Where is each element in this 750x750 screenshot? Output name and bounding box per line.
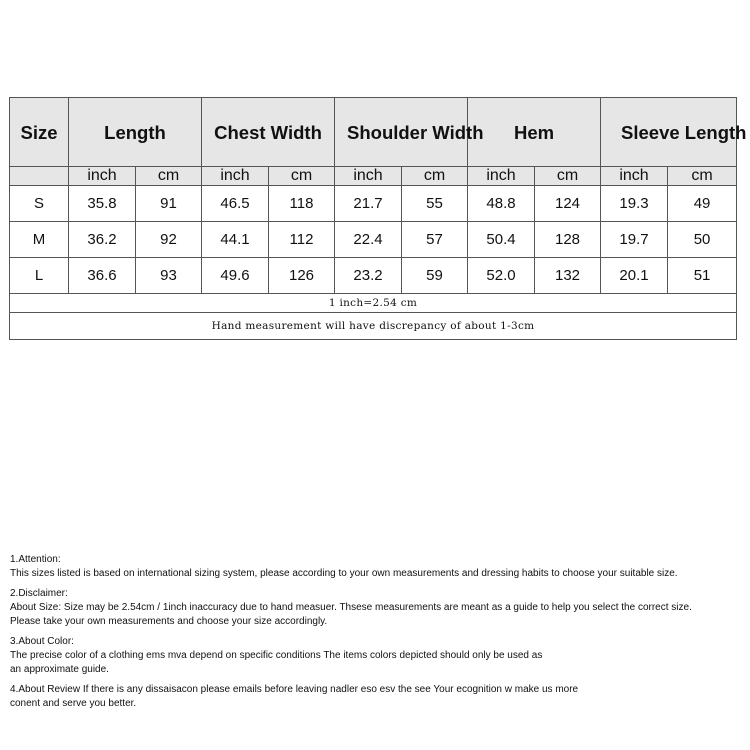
note-title: 1.Attention: (10, 554, 61, 565)
size-chart-table (9, 97, 747, 340)
size-cell: M (10, 222, 69, 258)
unit-label: cm (535, 167, 601, 186)
measurement-cell: 20.1 (601, 258, 668, 294)
table-row (10, 258, 737, 294)
note-line: conent and serve you better. (10, 698, 137, 709)
measurement-cell: 46.5 (202, 186, 269, 222)
review-note (10, 683, 745, 711)
measurement-cell: 124 (535, 186, 601, 222)
size-header: Size (10, 98, 69, 167)
measurement-cell: 44.1 (202, 222, 269, 258)
unit-label: inch (202, 167, 269, 186)
note-title: 3.About Color: (10, 636, 74, 647)
measurement-cell: 49.6 (202, 258, 269, 294)
unit-label: inch (335, 167, 402, 186)
measurement-cell: 55 (402, 186, 468, 222)
measurement-cell: 57 (402, 222, 468, 258)
disclaimer-note (10, 587, 745, 629)
conversion-note: 1 inch=2.54 cm (10, 294, 737, 313)
table-row (10, 222, 737, 258)
unit-label: inch (601, 167, 668, 186)
measurement-cell: 128 (535, 222, 601, 258)
measurement-cell: 22.4 (335, 222, 402, 258)
notes-section (10, 553, 745, 717)
measurement-cell: 36.2 (69, 222, 136, 258)
measurement-cell: 49 (668, 186, 737, 222)
conversion-row (10, 294, 737, 313)
note-line: This sizes listed is based on international sizing system, please according to your own measurements and dressing habits to choose your suitable size. (10, 568, 678, 579)
note-title: 2.Disclaimer: (10, 588, 68, 599)
measurement-cell: 36.6 (69, 258, 136, 294)
unit-label: cm (668, 167, 737, 186)
hem-header: Hem (468, 98, 601, 167)
discrepancy-row (10, 313, 737, 340)
size-cell: L (10, 258, 69, 294)
note-line: 4.About Review If there is any dissaisacon please emails before leaving nadler eso esv the see Your ecognition w make us more (10, 684, 579, 695)
table-row (10, 186, 737, 222)
sleeve-length-header: Sleeve Length (601, 98, 737, 167)
measurement-cell: 118 (269, 186, 335, 222)
measurement-cell: 50.4 (468, 222, 535, 258)
note-line: Please take your own measurements and choose your size accordingly. (10, 616, 328, 627)
unit-label: cm (402, 167, 468, 186)
units-row (10, 167, 737, 186)
shoulder-width-header: Shoulder Width (335, 98, 468, 167)
size-cell: S (10, 186, 69, 222)
measurement-cell: 21.7 (335, 186, 402, 222)
note-line: an approximate guide. (10, 664, 109, 675)
note-line: The precise color of a clothing ems mva depend on specific conditions The items colors depicted should only be used as (10, 650, 543, 661)
unit-label: cm (136, 167, 202, 186)
note-line: About Size: Size may be 2.54cm / 1inch inaccuracy due to hand measuer. Thsese measurements are meant as a guide to help you select the correct size. (10, 602, 692, 613)
unit-label: inch (69, 167, 136, 186)
measurement-cell: 19.3 (601, 186, 668, 222)
color-note (10, 635, 745, 677)
chest-width-header: Chest Width (202, 98, 335, 167)
measurement-cell: 59 (402, 258, 468, 294)
measurement-cell: 48.8 (468, 186, 535, 222)
units-size-blank (10, 167, 69, 186)
attention-note (10, 553, 745, 581)
measurement-cell: 92 (136, 222, 202, 258)
measurement-cell: 91 (136, 186, 202, 222)
unit-label: cm (269, 167, 335, 186)
measurement-cell: 52.0 (468, 258, 535, 294)
measurement-cell: 132 (535, 258, 601, 294)
measurement-cell: 112 (269, 222, 335, 258)
measurement-cell: 50 (668, 222, 737, 258)
measurement-cell: 35.8 (69, 186, 136, 222)
measurement-cell: 93 (136, 258, 202, 294)
unit-label: inch (468, 167, 535, 186)
length-header: Length (69, 98, 202, 167)
measurement-cell: 19.7 (601, 222, 668, 258)
discrepancy-note: Hand measurement will have discrepancy of about 1-3cm (10, 313, 737, 340)
header-row (10, 98, 737, 167)
measurement-cell: 51 (668, 258, 737, 294)
measurement-cell: 126 (269, 258, 335, 294)
measurement-cell: 23.2 (335, 258, 402, 294)
